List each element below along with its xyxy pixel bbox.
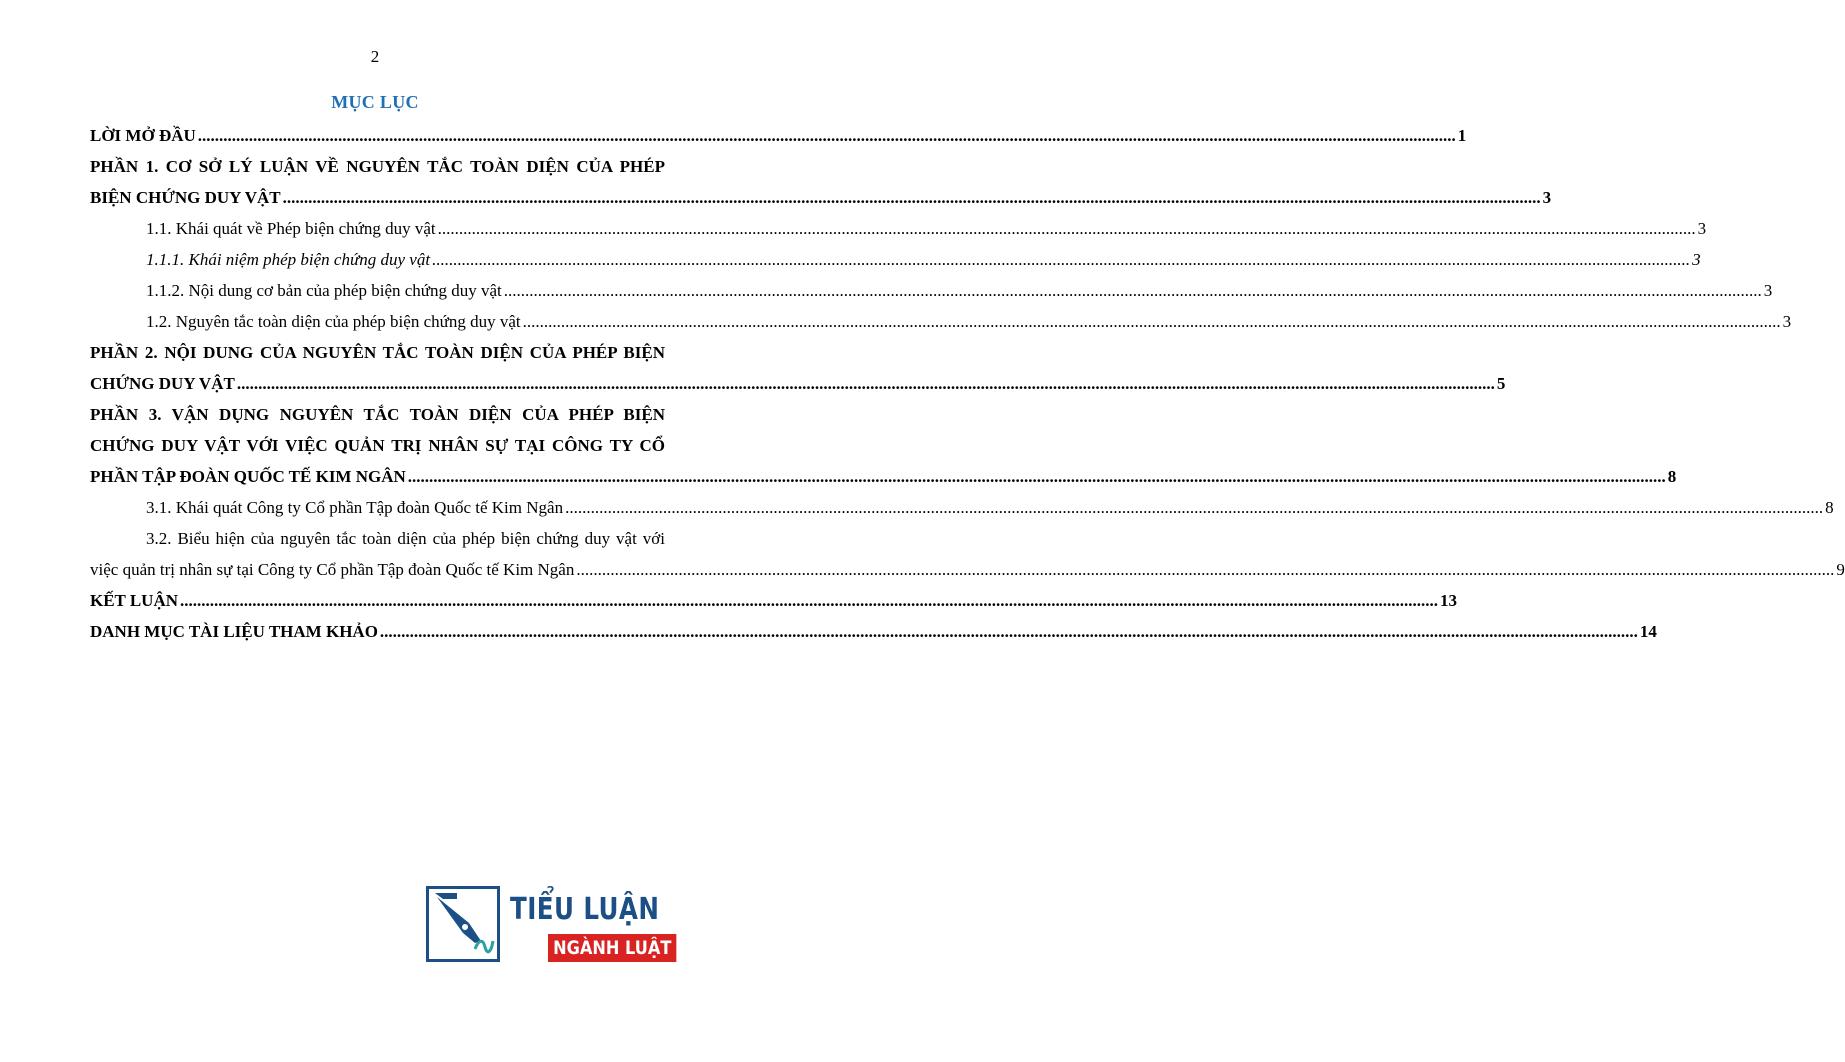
toc-page-number: 3: [1542, 188, 1552, 207]
toc-page-number: 5: [1496, 374, 1506, 393]
dot-leader: [565, 492, 1823, 523]
toc-entry-conclusion[interactable]: [90, 585, 1458, 616]
table-of-contents: [90, 120, 1845, 647]
dot-leader: [180, 585, 1438, 616]
dot-leader: [198, 120, 1456, 151]
dot-leader: [438, 213, 1696, 244]
dot-leader: [576, 554, 1834, 585]
toc-title: MỤC LỤC: [331, 92, 419, 112]
toc-entry-part2[interactable]: [90, 368, 1506, 399]
toc-entry-text: 1.1.1. Khái niệm phép biện chứng duy vật: [146, 250, 431, 269]
toc-entry-text: LỜI MỞ ĐẦU: [90, 126, 196, 145]
toc-entry-references[interactable]: [90, 616, 1657, 647]
toc-page-number: 14: [1639, 622, 1657, 641]
toc-page-number: 8: [1825, 498, 1834, 517]
logo-subtitle: NGÀNH LUẬT: [548, 934, 676, 962]
toc-page-number: 3: [1782, 312, 1792, 331]
toc-page-number: 13: [1440, 591, 1458, 610]
dot-leader: [432, 244, 1690, 275]
dot-leader: [408, 461, 1666, 492]
dot-leader: [504, 275, 1762, 306]
toc-entry-text: DANH MỤC TÀI LIỆU THAM KHẢO: [90, 622, 378, 641]
toc-entry-text: PHẦN TẬP ĐOÀN QUỐC TẾ KIM NGÂN: [90, 467, 406, 486]
toc-entry-3-1[interactable]: [90, 492, 1834, 523]
dot-leader: [523, 306, 1781, 337]
dot-leader: [237, 368, 1495, 399]
toc-entry-part3[interactable]: [90, 461, 1677, 492]
toc-entry-1-1-1[interactable]: [90, 244, 1701, 275]
logo-title: TIỂU LUẬN: [510, 892, 660, 927]
watermark-logo: [426, 886, 672, 966]
toc-entry-part1-line1[interactable]: PHẦN 1. CƠ SỞ LÝ LUẬN VỀ NGUYÊN TẮC TOÀN DIỆN CỦA PHÉP: [90, 157, 665, 176]
pen-nib-icon: [426, 886, 500, 962]
toc-entry-1-1-2[interactable]: [90, 275, 1773, 306]
toc-page-number: 8: [1667, 467, 1677, 486]
toc-entry-text: 1.2. Nguyên tắc toàn diện của phép biện chứng duy vật: [146, 312, 521, 331]
toc-entry-part3-line1[interactable]: PHẦN 3. VẬN DỤNG NGUYÊN TẮC TOÀN DIỆN CỦA PHÉP BIỆN: [90, 405, 665, 424]
toc-entry-3-2-line1[interactable]: 3.2. Biểu hiện của nguyên tắc toàn diện của phép biện chứng duy vật với: [146, 529, 665, 548]
toc-entry-text: KẾT LUẬN: [90, 591, 179, 610]
toc-entry-text: BIỆN CHỨNG DUY VẬT: [90, 188, 281, 207]
toc-entry-1-1[interactable]: [90, 213, 1707, 244]
toc-entry-part1[interactable]: [90, 182, 1552, 213]
toc-entry-text: 3.1. Khái quát Công ty Cổ phần Tập đoàn Quốc tế Kim Ngân: [146, 498, 564, 517]
dot-leader: [283, 182, 1541, 213]
toc-page-number: 9: [1836, 560, 1845, 579]
toc-entry-part3-line2[interactable]: CHỨNG DUY VẬT VỚI VIỆC QUẢN TRỊ NHÂN SỰ TẠI CÔNG TY CỔ: [90, 436, 665, 455]
toc-entry-1-2[interactable]: [90, 306, 1792, 337]
toc-entry-text: 1.1. Khái quát về Phép biện chứng duy vật: [146, 219, 436, 238]
toc-page-number: 3: [1692, 250, 1701, 269]
toc-entry-3-2[interactable]: [90, 554, 1845, 585]
toc-entry-part2-line1[interactable]: PHẦN 2. NỘI DUNG CỦA NGUYÊN TẮC TOÀN DIỆN CỦA PHÉP BIỆN: [90, 343, 665, 362]
toc-entry-text: 1.1.2. Nội dung cơ bản của phép biện chứng duy vật: [146, 281, 502, 300]
page-number: 2: [370, 47, 380, 66]
toc-entry-intro[interactable]: [90, 120, 1467, 151]
toc-page-number: 3: [1763, 281, 1773, 300]
toc-entry-text: CHỨNG DUY VẬT: [90, 374, 235, 393]
toc-entry-text: việc quản trị nhân sự tại Công ty Cổ phần Tập đoàn Quốc tế Kim Ngân: [90, 560, 575, 579]
toc-page-number: 1: [1457, 126, 1467, 145]
toc-page-number: 3: [1697, 219, 1707, 238]
dot-leader: [380, 616, 1638, 647]
